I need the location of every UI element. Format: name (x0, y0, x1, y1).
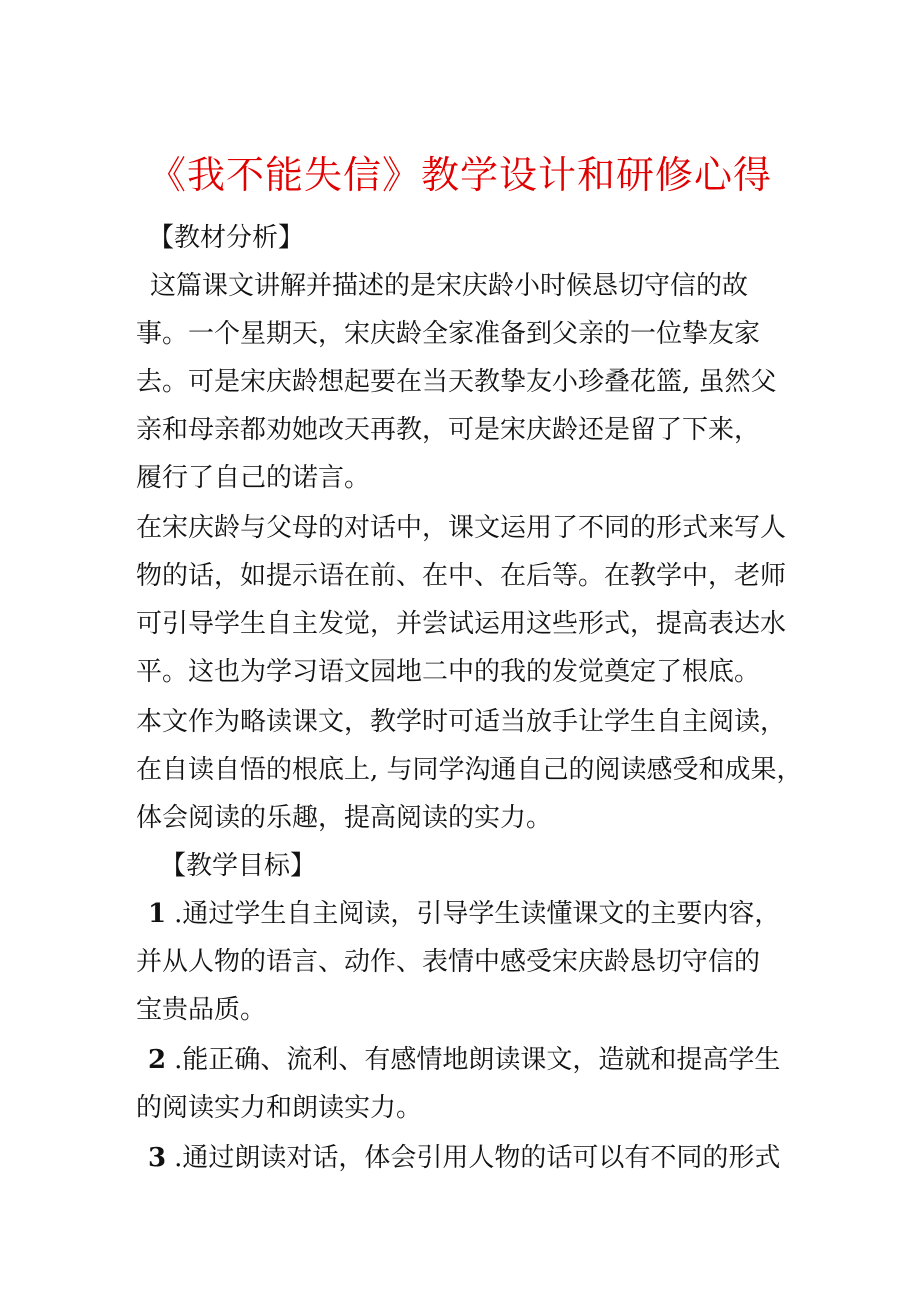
goal-text: .能正确、流利、有感情地朗读课文，造就和提高学生 (174, 1045, 781, 1075)
paragraph-line: 物的话，如提示语在前、在中、在后等。在教学中，老师 (136, 561, 787, 591)
paragraph-line: 可引导学生自主发觉，并尝试运用这些形式，提高表达水 (136, 609, 787, 639)
section-heading-teaching-goals: 【教学目标】 (160, 851, 317, 881)
goal-number: 2 (148, 1045, 167, 1075)
section-heading-material-analysis: 【教材分析】 (148, 223, 305, 253)
paragraph-line: 本文作为略读课文，教学时可适当放手让学生自主阅读， (136, 707, 787, 737)
goal-number: 1 (148, 899, 167, 929)
goal-line: 宝贵品质。 (136, 995, 267, 1025)
document-title: 《我不能失信》教学设计和研修心得 (147, 153, 772, 197)
paragraph-line: 在自读自悟的根底上, 与同学沟通自己的阅读感受和成果， (136, 755, 803, 785)
paragraph-line: 履行了自己的诺言。 (136, 463, 371, 493)
goal-line (148, 894, 780, 934)
paragraph-line: 去。可是宋庆龄想起要在当天教挚友小珍叠花篮, 虽然父 (136, 367, 777, 397)
paragraph-line: 体会阅读的乐趣，提高阅读的实力。 (136, 803, 553, 833)
paragraph-line: 亲和母亲都劝她改天再教，可是宋庆龄还是留了下来， (136, 415, 761, 445)
paragraph-line: 平。这也为学习语文园地二中的我的发觉奠定了根底。 (136, 657, 761, 687)
goal-line: 并从人物的语言、动作、表情中感受宋庆龄恳切守信的 (136, 947, 761, 977)
paragraph-line: 事。一个星期天，宋庆龄全家准备到父亲的一位挚友家 (136, 319, 761, 349)
goal-line (148, 1138, 780, 1178)
goal-number: 3 (148, 1143, 167, 1173)
goal-line: 的阅读实力和朗读实力。 (136, 1093, 423, 1123)
goal-text: .通过朗读对话，体会引用人物的话可以有不同的形式 (174, 1143, 781, 1173)
paragraph-line: 在宋庆龄与父母的对话中，课文运用了不同的形式来写人 (136, 513, 787, 543)
goal-line (148, 1040, 780, 1080)
goal-text: .通过学生自主阅读，引导学生读懂课文的主要内容， (174, 899, 781, 929)
paragraph-line: 这篇课文讲解并描述的是宋庆龄小时候恳切守信的故 (150, 271, 749, 301)
